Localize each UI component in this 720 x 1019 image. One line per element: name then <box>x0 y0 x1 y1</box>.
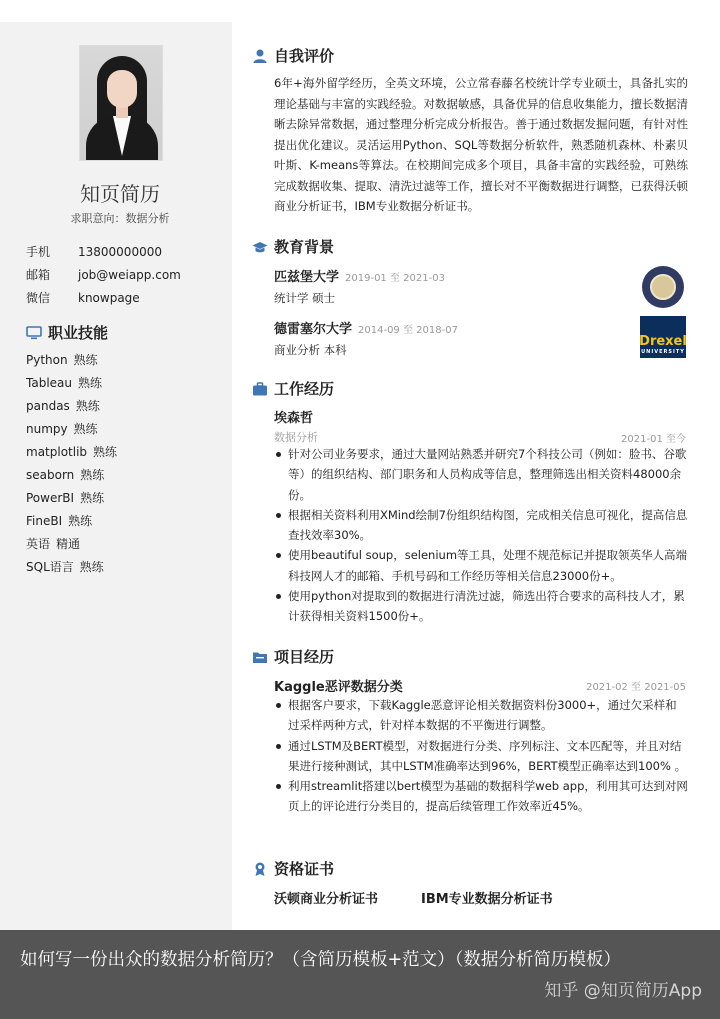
skill-item <box>26 489 104 506</box>
list-item: 使用python对提取到的数据进行清洗过滤，筛选出符合要求的高科技人才，累计获得相关资料1500份+。 <box>274 586 688 627</box>
skill-level: 熟练 <box>68 514 93 528</box>
section-education <box>252 236 334 257</box>
skill-level: 熟练 <box>73 353 98 367</box>
list-item: 通过LSTM及BERT模型，对数据进行分类、序列标注、文本匹配等，并且对结果进行接种测试，其中LSTM准确率达到96%，BERT模型正确率达到100% 。 <box>274 736 688 777</box>
skills-heading <box>26 322 108 343</box>
section-title: 项目经历 <box>274 648 335 666</box>
skill-name: SQL语言 <box>26 560 74 574</box>
company-name: 埃森哲 <box>274 411 314 426</box>
list-item: 根据客户要求，下载Kaggle恶意评论相关数据资料份3000+，通过欠采样和过采样两种方式，针对样本数据的不平衡进行调整。 <box>274 695 688 736</box>
skill-item <box>26 351 98 368</box>
job-intent: 求职意向：数据分析 <box>70 212 170 225</box>
cert-item: IBM专业数据分析证书 <box>421 892 553 907</box>
skill-item <box>26 374 102 391</box>
job-date: 2021-01 至今 <box>621 434 686 445</box>
briefcase-icon <box>252 381 268 397</box>
project-bullets <box>274 695 688 817</box>
contact-value: knowpage <box>78 291 140 305</box>
school-name: 德雷塞尔大学 <box>274 322 353 337</box>
skill-level: 熟练 <box>78 376 103 390</box>
section-title: 工作经历 <box>274 380 335 398</box>
section-title: 资格证书 <box>274 860 335 878</box>
list-item: 根据相关资料利用XMind绘制7份组织结构图，完成相关信息可视化，提高信息查找效率30%。 <box>274 505 688 546</box>
section-certs <box>252 858 334 879</box>
list-item: 针对公司业务要求，通过大量网站熟悉并研究7个科技公司（例如：脸书、谷歌等）的组织结构、部门职务和人员构成等信息，整理筛选出相关资料48000余份。 <box>274 444 688 505</box>
user-icon <box>252 48 268 64</box>
skill-level: 熟练 <box>79 560 104 574</box>
contact-phone <box>26 243 162 260</box>
school-date: 2014-09 至 2018-07 <box>358 325 458 336</box>
candidate-name: 知页简历 <box>80 182 160 206</box>
school-name: 匹兹堡大学 <box>274 270 340 285</box>
skill-item <box>26 443 117 460</box>
skills-title: 职业技能 <box>48 324 109 342</box>
skill-name: seaborn <box>26 468 75 482</box>
skill-level: 熟练 <box>80 491 105 505</box>
school-major: 统计学 硕士 <box>274 291 336 305</box>
section-title: 自我评价 <box>274 47 335 65</box>
education-item <box>274 266 445 285</box>
contact-label: 邮箱 <box>26 268 51 282</box>
contact-label: 手机 <box>26 245 51 259</box>
skill-level: 熟练 <box>75 399 100 413</box>
pitt-seal-logo <box>642 266 684 308</box>
skill-name: FineBI <box>26 514 63 528</box>
profile-photo <box>79 45 163 161</box>
work-bullets <box>274 444 688 627</box>
list-item: 使用beautiful soup，selenium等工具，处理不规范标记并提取领英华人高端科技网人才的邮箱、手机号码和工作经历等相关信息23000份+。 <box>274 545 688 586</box>
list-item: 利用streamlit搭建以bert模型为基础的数据科学web app，利用其可达到对网页上的评论进行分类目的，提高后续管理工作效率近45%。 <box>274 776 688 817</box>
skill-level: 熟练 <box>73 422 98 436</box>
contact-email <box>26 266 181 283</box>
section-work <box>252 378 334 399</box>
skill-item <box>26 512 92 529</box>
skill-name: Tableau <box>26 376 72 390</box>
section-self-eval <box>252 45 334 66</box>
education-item <box>274 318 458 337</box>
folder-icon <box>252 649 268 665</box>
award-icon <box>252 861 268 877</box>
section-project <box>252 646 334 667</box>
section-title: 教育背景 <box>274 238 335 256</box>
article-title[interactable]: 如何写一份出众的数据分析简历？（含简历模板+范文）（数据分析简历模板） <box>20 950 621 970</box>
skill-level: 熟练 <box>80 468 105 482</box>
skill-item <box>26 535 80 552</box>
skill-name: Python <box>26 353 68 367</box>
monitor-icon <box>26 326 42 340</box>
skill-item <box>26 466 104 483</box>
skill-item <box>26 558 104 575</box>
skill-name: matplotlib <box>26 445 88 459</box>
skill-item <box>26 420 98 437</box>
project-date: 2021-02 至 2021-05 <box>586 682 686 693</box>
skill-name: pandas <box>26 399 70 413</box>
contact-label: 微信 <box>26 291 51 305</box>
self-eval-text: 6年+海外留学经历，全英文环境，公立常春藤名校统计学专业硕士，具备扎实的理论基础与丰富的实践经验。对数据敏感，具备优异的信息收集能力，擅长数据清晰去除异常数据，通过整理分析完成分析报告。善于通过数据发掘问题，有针对性提出优化建议。灵活运用Python、SQL等数据分析软件，熟悉随机森林、朴素贝叶斯、K-means等算法。在校期间完成多个项目，具备丰富的实践经验，可熟练完成数据收集、提取、清洗过滤等工作，擅长对不平衡数据进行调整，已获得沃顿商业分析证书，IBM专业数据分析证书。 <box>274 76 688 213</box>
school-major: 商业分析 本科 <box>274 343 347 357</box>
zhihu-watermark: 知乎 @知页简历App <box>544 981 702 1001</box>
skill-item <box>26 397 100 414</box>
skill-name: PowerBI <box>26 491 75 505</box>
skill-level: 熟练 <box>93 445 118 459</box>
drexel-logo-text: Drexel <box>639 334 687 349</box>
job-role: 数据分析 <box>274 431 318 444</box>
contact-wechat <box>26 289 140 306</box>
school-date: 2019-01 至 2021-03 <box>345 273 445 284</box>
drexel-logo-sub: UNIVERSITY <box>641 349 685 355</box>
project-name: Kaggle恶评数据分类 <box>274 680 403 695</box>
skill-name: numpy <box>26 422 68 436</box>
drexel-logo <box>640 316 686 358</box>
cert-item: 沃顿商业分析证书 <box>274 892 379 907</box>
skill-name: 英语 <box>26 537 51 551</box>
graduation-cap-icon <box>252 239 268 255</box>
skill-level: 精通 <box>56 537 81 551</box>
contact-value: 13800000000 <box>78 245 162 259</box>
caption-overlay <box>0 930 720 1019</box>
contact-value: job@weiapp.com <box>78 268 181 282</box>
